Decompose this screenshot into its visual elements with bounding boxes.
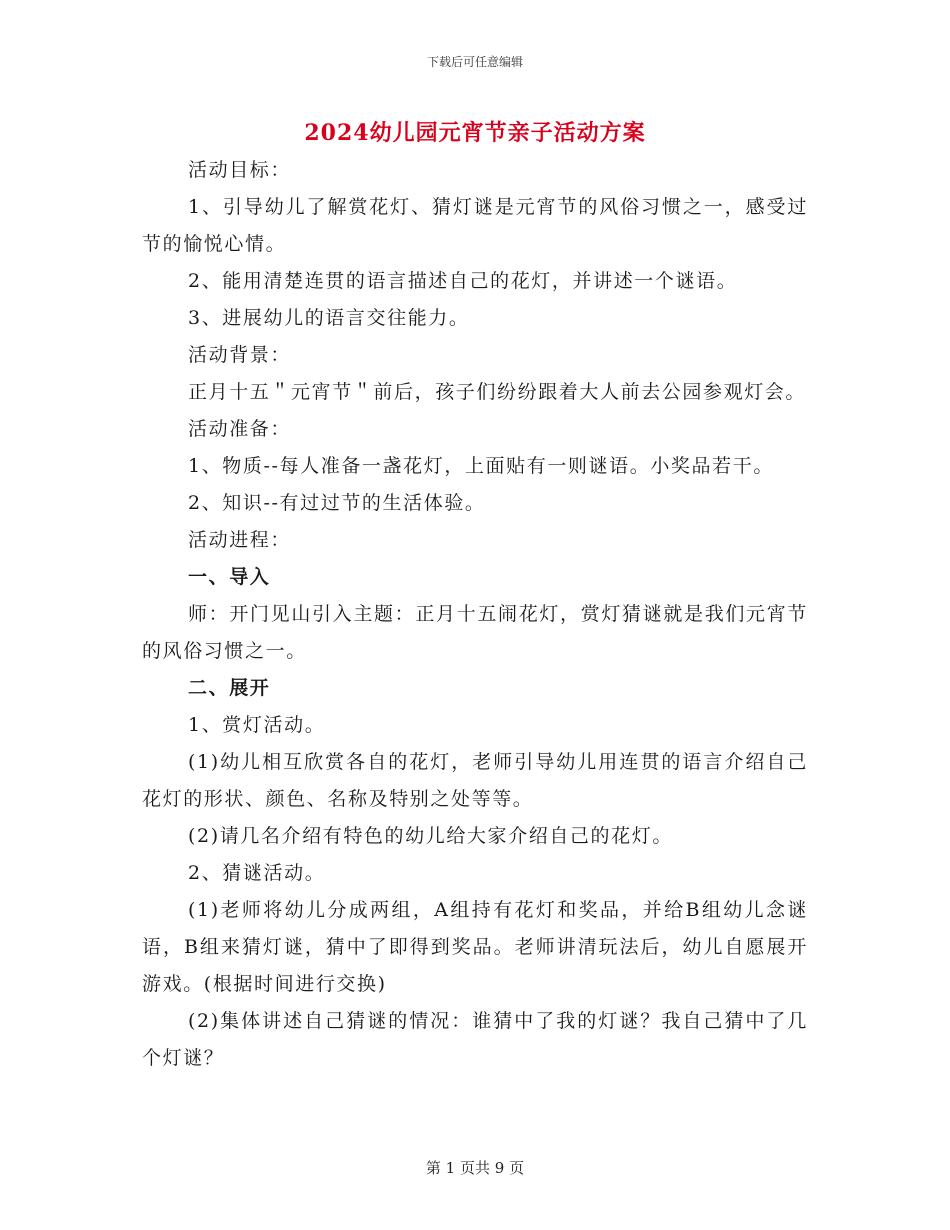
section-heading: 二、展开 (188, 677, 271, 699)
header-note: 下载后可任意编辑 (426, 55, 523, 69)
paragraph: (2)请几名介绍有特色的幼儿给大家介绍自己的花灯。 (188, 825, 673, 847)
document-title: 2024幼儿园元宵节亲子活动方案 (304, 120, 646, 146)
section-heading: 一、导入 (188, 566, 271, 588)
paragraph: 2、能用清楚连贯的语言描述自己的花灯，并讲述一个谜语。 (188, 270, 738, 292)
paragraph: 1、物质--每人准备一盏花灯，上面贴有一则谜语。小奖品若干。 (188, 455, 774, 477)
paragraph: 2、猜谜活动。 (188, 862, 326, 884)
paragraph: 2、知识--有过过节的生活体验。 (188, 492, 486, 514)
paragraph: 活动背景： (188, 344, 292, 366)
paragraph: 正月十五＂元宵节＂前后，孩子们纷纷跟着大人前去公园参观灯会。 (188, 381, 807, 403)
page-number: 第 1 页共 9 页 (425, 1159, 525, 1177)
paragraph: 师：开门见山引入主题：正月十五闹花灯，赏灯猜谜就是我们元宵节的风俗习惯之一。 (142, 603, 808, 662)
paragraph: (2)集体讲述自己猜谜的情况：谁猜中了我的灯谜？我自己猜中了几个灯谜？ (142, 1010, 808, 1069)
paragraph: 活动进程： (188, 529, 292, 551)
paragraph: 3、进展幼儿的语言交往能力。 (188, 307, 470, 329)
document-body (142, 152, 808, 1077)
paragraph: 1、引导幼儿了解赏花灯、猜灯谜是元宵节的风俗习惯之一，感受过节的愉悦心情。 (142, 196, 808, 255)
paragraph: 活动准备： (188, 418, 292, 440)
paragraph: (1)老师将幼儿分成两组，A组持有花灯和奖品，并给B组幼儿念谜语，B组来猜灯谜，猜中了即得到奖品。老师讲清玩法后，幼儿自愿展开游戏。(根据时间进行交换) (142, 899, 808, 995)
paragraph: (1)幼儿相互欣赏各自的花灯，老师引导幼儿用连贯的语言介绍自己花灯的形状、颜色、名称及特别之处等等。 (142, 751, 808, 810)
paragraph: 活动目标： (188, 159, 292, 181)
paragraph: 1、赏灯活动。 (188, 714, 326, 736)
